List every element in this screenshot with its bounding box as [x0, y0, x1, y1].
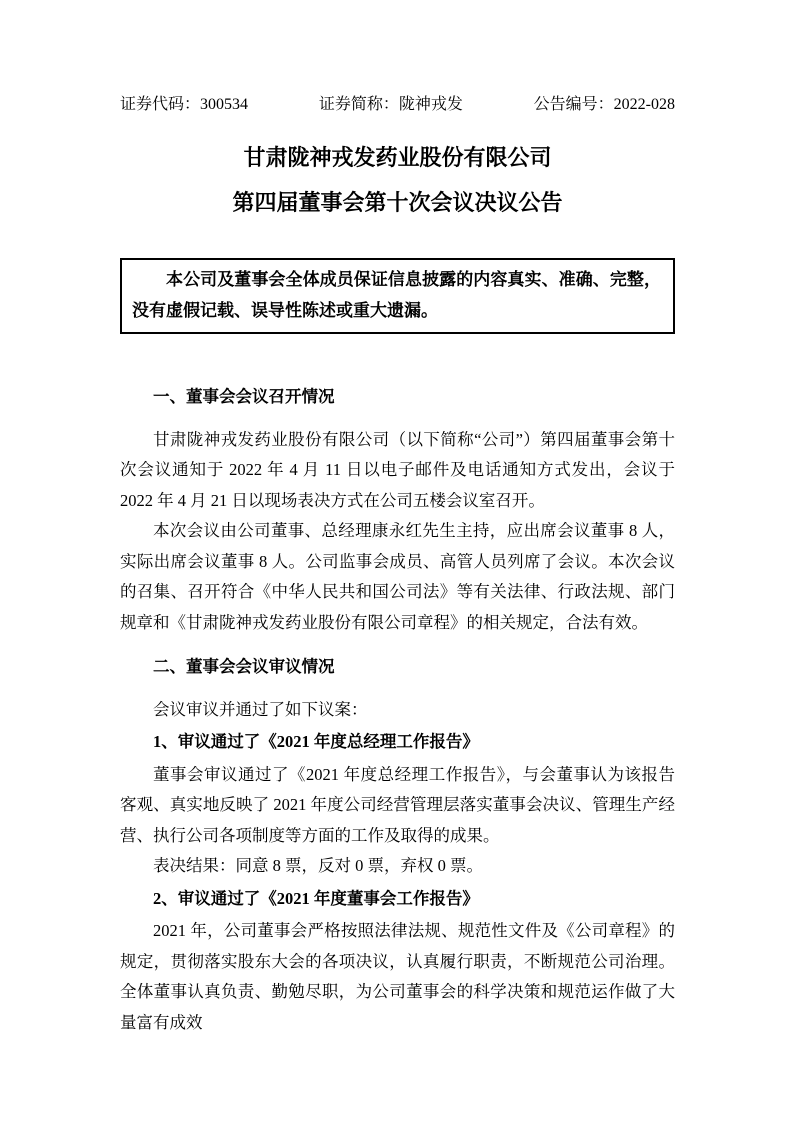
- document-title: 第四届董事会第十次会议决议公告: [232, 190, 563, 215]
- resolution-item-1-heading: 1、审议通过了《2021 年度总经理工作报告》: [153, 732, 479, 751]
- stock-code: 证券代码：300534: [120, 96, 249, 113]
- disclosure-notice-text: 本公司及董事会全体成员保证信息披露的内容真实、准确、完整，没有虚假记载、误导性陈述或重大遗漏。: [132, 270, 661, 320]
- section-2-heading: 二、董事会会议审议情况: [153, 657, 335, 676]
- disclosure-notice-box: [120, 258, 675, 334]
- section-2-intro: 会议审议并通过了如下议案：: [153, 699, 368, 719]
- document-header: [120, 95, 675, 115]
- resolution-item-1-paragraph: 董事会审议通过了《2021 年度总经理工作报告》，与会董事认为该报告客观、真实地反映了 2021 年度公司经营管理层落实董事会决议、管理生产经营、执行公司各项制度等方面的工作及取得的成果。: [120, 764, 675, 845]
- company-name-title: 甘肃陇神戎发药业股份有限公司: [243, 145, 552, 170]
- section-1-paragraph-1: 甘肃陇神戎发药业股份有限公司（以下简称“公司”）第四届董事会第十次会议通知于 2022 年 4 月 11 日以电子邮件及电话通知方式发出，会议于 2022 年 4 月 21 日以现场表决方式在公司五楼会议室召开。: [120, 429, 675, 510]
- resolution-item-1-vote-result: 表决结果：同意 8 票，反对 0 票，弃权 0 票。: [153, 856, 483, 875]
- section-1-paragraph-2: 本次会议由公司董事、总经理康永红先生主持，应出席会议董事 8 人，实际出席会议董事 8 人。公司监事会成员、高管人员列席了会议。本次会议的召集、召开符合《中华人民共和国公司法》等有关法律、行政法规、部门规章和《甘肃陇神戎发药业股份有限公司章程》的相关规定，合法有效。: [120, 521, 675, 632]
- announcement-number: 公告编号：2022-028: [533, 96, 675, 113]
- document-body: [120, 382, 675, 1038]
- section-1-heading: 一、董事会会议召开情况: [153, 387, 335, 406]
- resolution-item-2-heading: 2、审议通过了《2021 年度董事会工作报告》: [153, 888, 479, 908]
- stock-short-name: 证券简称：陇神戎发: [318, 96, 463, 113]
- resolution-item-2-paragraph: 2021 年，公司董事会严格按照法律法规、规范性文件及《公司章程》的规定，贯彻落实股东大会的各项决议，认真履行职责，不断规范公司治理。全体董事认真负责、勤勉尽职，为公司董事会的科学决策和规范运作做了大量富有成效: [120, 921, 675, 1032]
